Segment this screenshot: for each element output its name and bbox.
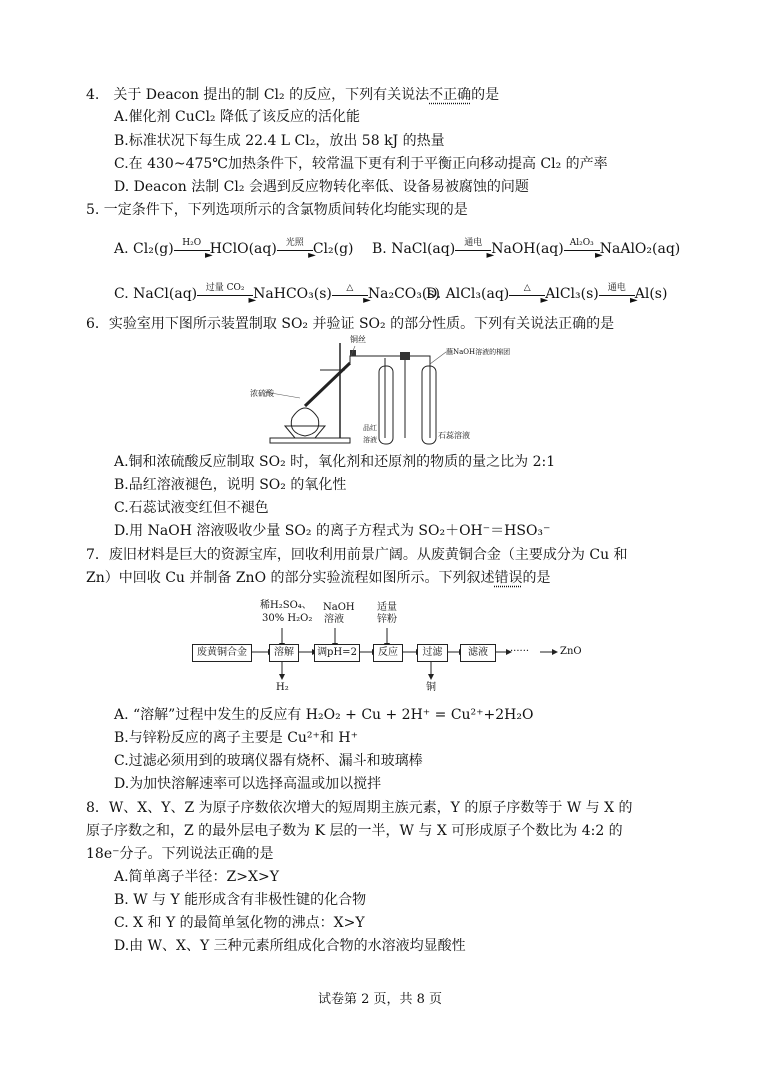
flow-box-filter: 过滤 [417, 644, 448, 662]
reagent-3a: 适量 [377, 602, 397, 613]
arrow-icon: △ ► [509, 287, 545, 301]
q7-option-c: C.过滤必须用到的玻璃仪器有烧杯、漏斗和玻璃棒 [114, 753, 423, 769]
q6-option-d: D.用 NaOH 溶液吸收少量 SO₂ 的离子方程式为 SO₂＋OH⁻＝HSO₃⁻ [114, 523, 551, 539]
reagent-2a: NaOH [323, 602, 355, 613]
q4-option-a: A.催化剂 CuCl₂ 降低了该反应的活化能 [114, 109, 360, 125]
q6-option-a: A.铜和浓硫酸反应制取 SO₂ 时，氧化剂和还原剂的物质的量之比为 2:1 [114, 454, 556, 470]
q7-option-b: B.与锌粉反应的离子主要是 Cu²⁺和 H⁺ [114, 730, 358, 746]
q8-stem-line3: 18e⁻分子。下列说法正确的是 [86, 846, 274, 862]
flow-product: ZnO [560, 646, 582, 657]
q4-stem: 4. 关于 Deacon 提出的制 Cl₂ 的反应，下列有关说法不正确的是 [86, 87, 500, 103]
apparatus-figure [250, 335, 511, 448]
q4-option-c: C.在 430~475℃加热条件下，较常温下更有利于平衡正向移动提高 Cl₂ 的产率 [114, 156, 608, 172]
arrow-icon: 光照 ► [277, 242, 313, 256]
q8-option-d: D.由 W、X、Y 三种元素所组成化合物的水溶液均显酸性 [114, 938, 466, 954]
flow-box-dissolve: 溶解 [269, 644, 299, 662]
q8-option-b: B. W 与 Y 能形成含有非极性键的化合物 [114, 892, 367, 908]
q7-stem-line2: Zn）中回收 Cu 并制备 ZnO 的部分实验流程如图所示。下列叙述错误的是 [86, 570, 551, 586]
flow-dots: ······ [510, 646, 530, 657]
q5-option-b: B. NaCl(aq) 通电 ► NaOH(aq) Al₂O₃ ► NaAlO₂(aq) [372, 238, 681, 261]
arrow-icon: △ ► [332, 287, 368, 301]
q6-option-c: C.石蕊试液变红但不褪色 [114, 500, 269, 516]
q4-emphasis: 不正确 [429, 87, 472, 103]
flow-out-copper: 铜 [426, 682, 436, 693]
arrow-icon: Al₂O₃ ► [564, 242, 600, 256]
q7-stem-line1: 7．废旧材料是巨大的资源宝库，回收利用前景广阔。从废黄铜合金（主要成分为 Cu 和 [86, 547, 628, 563]
q7-emphasis: 错误 [494, 570, 523, 586]
flow-box-filtrate: 滤液 [460, 644, 496, 662]
q8-stem-line2: 原子序数之和，Z 的最外层电子数为 K 层的一半，W 与 X 可形成原子个数比为 4:2 的 [86, 823, 623, 839]
q7-option-d: D.为加快溶解速率可以选择高温或加以搅拌 [114, 776, 382, 792]
q5-option-c: C. NaCl(aq) 过量 CO₂ ► NaHCO₃(s) △ ► Na₂CO₃(s) [114, 283, 440, 306]
flow-box-react: 反应 [373, 644, 403, 662]
arrow-icon: H₂O ► [174, 242, 210, 256]
reagent-1a: 稀H₂SO₄、 [260, 600, 312, 611]
label-litmus: 石蕊溶液 [438, 431, 470, 440]
q4-option-d: D. Deacon 法制 Cl₂ 会遇到反应物转化率低、设备易被腐蚀的问题 [114, 179, 529, 195]
reagent-3b: 锌粉 [377, 614, 397, 625]
reagent-1b: 30% H₂O₂ [262, 613, 313, 624]
flow-box-waste-brass: 废黄铜合金 [192, 644, 252, 662]
q5-stem: 5. 一定条件下，下列选项所示的含氯物质间转化均能实现的是 [86, 202, 468, 218]
flow-out-h2: H₂ [276, 682, 289, 693]
flowchart [190, 600, 580, 700]
q8-option-a: A.简单离子半径：Z>X>Y [114, 869, 279, 885]
q5-option-d: D. AlCl₃(aq) △ ► AlCl₃(s) 通电 ► Al(s) [426, 283, 668, 306]
q6-stem: 6．实验室用下图所示装置制取 SO₂ 并验证 SO₂ 的部分性质。下列有关说法正确的是 [86, 316, 615, 332]
page-footer: 试卷第 2 页，共 8 页 [317, 992, 443, 1007]
q4-option-b: B.标准状况下每生成 22.4 L Cl₂，放出 58 kJ 的热量 [114, 133, 445, 149]
arrow-icon: 过量 CO₂ ► [197, 287, 253, 301]
q7-option-a: A. “溶解”过程中发生的反应有 H₂O₂ + Cu + 2H⁺ = Cu²⁺+2H₂O [114, 707, 534, 723]
flow-box-adjust-ph: 调pH=2 [314, 644, 360, 662]
label-naoh-cotton: 蘸NaOH溶液的棉团 [446, 348, 511, 356]
q8-stem-line1: 8．W、X、Y、Z 为原子序数依次增大的短周期主族元素，Y 的原子序数等于 W 与 X 的 [86, 800, 633, 816]
q5-option-a: A. Cl₂(g) H₂O ► HClO(aq) 光照 ► Cl₂(g) [114, 238, 354, 261]
arrow-icon: 通电 ► [455, 242, 491, 256]
q6-option-b: B.品红溶液褪色，说明 SO₂ 的氧化性 [114, 477, 347, 493]
reagent-2b: 溶液 [324, 614, 344, 625]
q8-option-c: C. X 和 Y 的最简单氢化物的沸点：X>Y [114, 915, 365, 931]
label-copper-wire: 铜丝 [350, 335, 366, 344]
label-conc-sulfuric: 浓硫酸 [250, 389, 274, 398]
label-magenta: 品红溶液 [363, 424, 377, 444]
arrow-icon: 通电 ► [599, 287, 635, 301]
